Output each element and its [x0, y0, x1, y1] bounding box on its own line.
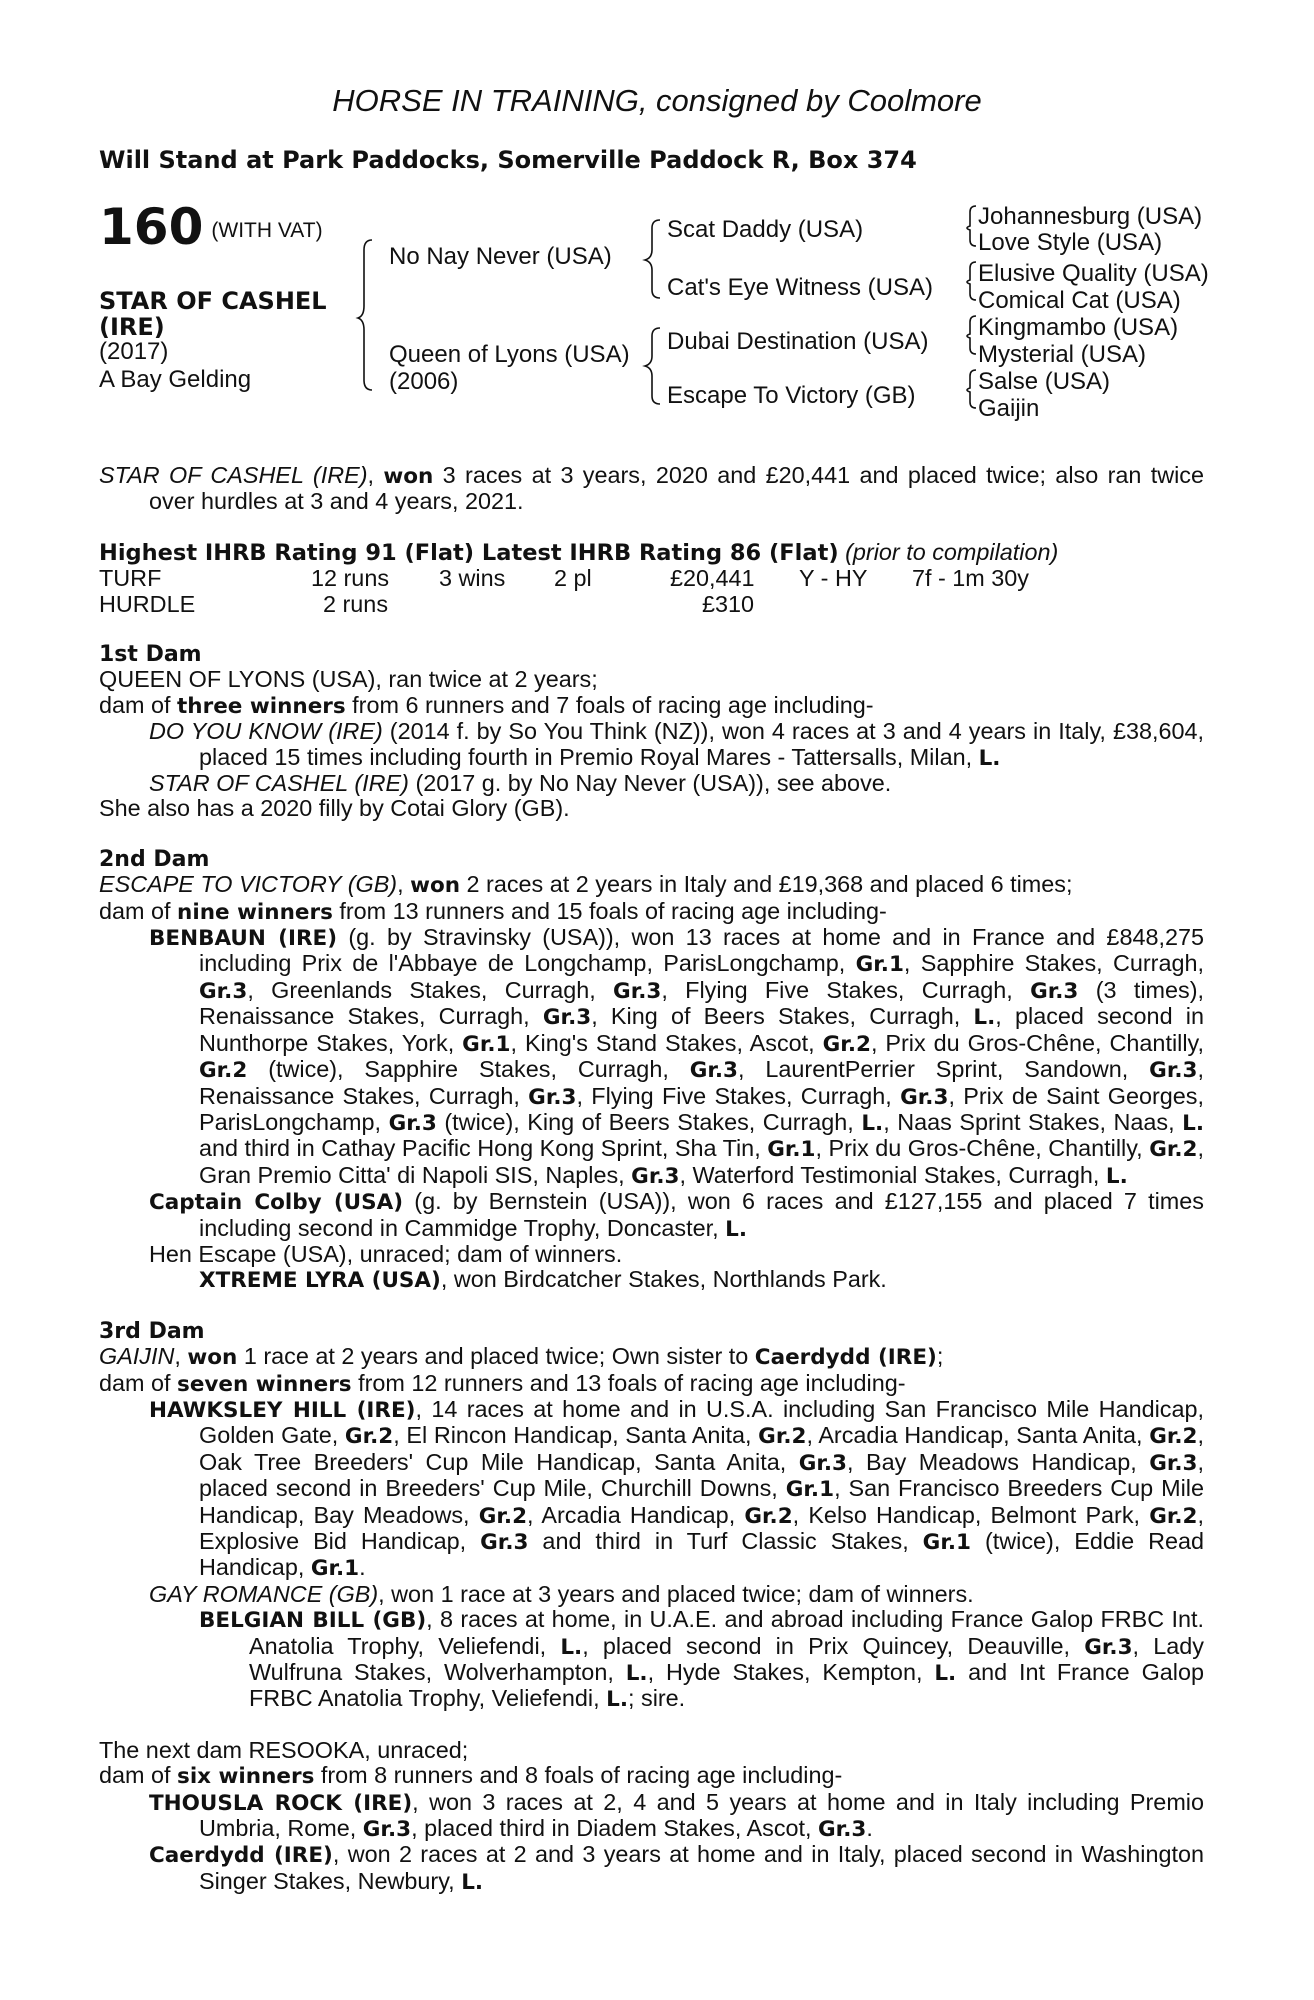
- grand-7: Salse (USA): [978, 368, 1111, 395]
- brace-g12: [967, 206, 976, 246]
- produce-xtreme-lyra: XTREME LYRA (USA), won Birdcatcher Stakes, Northlands Park.: [199, 1266, 887, 1294]
- grand-5: Kingmambo (USA): [978, 314, 1179, 341]
- third-dam-heading: 3rd Dam: [99, 1318, 205, 1344]
- next-dam-produce: dam of six winners from 8 runners and 8 foals of racing age including-: [99, 1762, 843, 1790]
- grand-2: Love Style (USA): [978, 229, 1163, 256]
- grand-1: Johannesburg (USA): [978, 203, 1203, 230]
- next-dam-line: The next dam RESOOKA, unraced;: [99, 1736, 469, 1763]
- brace-dam-side: [645, 328, 660, 404]
- dam-sire: Dubai Destination (USA): [667, 328, 929, 355]
- second-dam-produce: dam of nine winners from 13 runners and 15 foals of racing age including-: [99, 897, 887, 925]
- first-dam-line: QUEEN OF LYONS (USA), ran twice at 2 years;: [99, 666, 598, 693]
- summary-won: won: [383, 464, 434, 489]
- race-summary: STAR OF CASHEL (IRE), won 3 races at 3 years, 2020 and £20,441 and placed twice; also ran twice over hurdles at 3 and 4 years, 2021.: [99, 462, 1205, 515]
- produce-benbaun: BENBAUN (IRE) (g. by Stravinsky (USA)), won 13 races at home and in France and £848,275 including Prix de l'Abbaye de Longchamp, ParisLongchamp, Gr.1, Sapphire Stakes, Curragh, Gr.3, Greenlands Stakes, Curragh, Gr.3, Flying Five Stakes, Curragh, Gr.3 (3 times), Renaissance Stakes, Curragh, Gr.3, King of Beers Stakes, Curragh, L., placed second in Nunthorpe Stakes, York, Gr.1, King's Stand Stakes, Ascot, Gr.2, Prix du Gros-Chêne, Chantilly, Gr.2 (twice), Sapphire Stakes, Curragh, Gr.3, LaurentPerrier Sprint, Sandown, Gr.3, Renaissance Stakes, Curragh, Gr.3, Flying Five Stakes, Curragh, Gr.3, Prix de Saint Georges, ParisLongchamp, Gr.3 (twice), King of Beers Stakes, Curragh, L., Naas Sprint Stakes, Naas, L. and third in Cathay Pacific Hong Kong Sprint, Sha Tin, Gr.1, Prix du Gros-Chêne, Chantilly, Gr.2, Gran Premio Citta' di Napoli SIS, Naples, Gr.3, Waterford Testimonial Stakes, Curragh, L.: [149, 924, 1205, 1189]
- grand-4: Comical Cat (USA): [978, 287, 1181, 314]
- brace-g56: [967, 316, 976, 354]
- grand-8: Gaijin: [978, 395, 1040, 422]
- produce-hen-escape: Hen Escape (USA), unraced; dam of winners.: [149, 1240, 623, 1267]
- lot-number-value: 160: [99, 198, 204, 256]
- stand-location: Will Stand at Park Paddocks, Somerville Paddock R, Box 374: [99, 146, 917, 174]
- brace-sire-side: [645, 220, 660, 298]
- horse-description: A Bay Gelding: [99, 366, 252, 393]
- produce-star-of-cashel: STAR OF CASHEL (IRE) (2017 g. by No Nay Never (USA)), see above.: [149, 770, 892, 797]
- first-dam-heading: 1st Dam: [99, 642, 202, 667]
- grand-3: Elusive Quality (USA): [978, 260, 1209, 287]
- dam: Queen of Lyons (USA): [389, 341, 630, 368]
- sire: No Nay Never (USA): [389, 243, 612, 270]
- produce-do-you-know: DO YOU KNOW (IRE) (2014 f. by So You Think (NZ)), won 4 races at 3 and 4 years in Italy, £38,604, placed 15 times including fourth in Premio Royal Mares - Tattersalls, Milan, L.: [149, 718, 1204, 771]
- vat-note: (WITH VAT): [211, 219, 323, 242]
- catalogue-body: [99, 463, 1204, 1895]
- produce-hawksley-hill: HAWKSLEY HILL (IRE), 14 races at home and in U.S.A. including San Francisco Mile Handicap, Golden Gate, Gr.2, El Rincon Handicap, Santa Anita, Gr.2, Arcadia Handicap, Santa Anita, Gr.2, Oak Tree Breeders' Cup Mile Handicap, Santa Anita, Gr.3, Bay Meadows Handicap, Gr.3, placed second in Breeders' Cup Mile, Churchill Downs, Gr.1, San Francisco Breeders Cup Mile Handicap, Bay Meadows, Gr.2, Arcadia Handicap, Gr.2, Kelso Handicap, Belmont Park, Gr.2, Explosive Bid Handicap, Gr.3 and third in Turf Classic Stakes, Gr.1 (twice), Eddie Read Handicap, Gr.1.: [149, 1395, 1205, 1582]
- grand-6: Mysterial (USA): [978, 341, 1147, 368]
- second-dam-heading: 2nd Dam: [99, 846, 210, 872]
- produce-thousla-rock: THOUSLA ROCK (IRE), won 3 races at 2, 4 and 5 years at home and in Italy including Premio Umbria, Rome, Gr.3, placed third in Diadem Stakes, Ascot, Gr.3.: [149, 1788, 1205, 1843]
- dam-year: (2006): [389, 368, 459, 395]
- ratings-heading: Highest IHRB Rating 91 (Flat) Latest IHRB Rating 86 (Flat) (prior to compilation): [99, 538, 1059, 566]
- summary-horse: STAR OF CASHEL (IRE): [99, 462, 368, 488]
- brace-g78: [967, 370, 976, 408]
- brace-g34: [967, 262, 976, 300]
- ratings-hurdle-row: HURDLE 2 runs £310: [99, 590, 755, 617]
- brace-sire-dam: [358, 240, 372, 390]
- first-dam-produce: dam of three winners from 6 runners and 7 foals of racing age including-: [99, 691, 874, 719]
- third-dam-produce: dam of seven winners from 12 runners and 13 foals of racing age including-: [99, 1369, 906, 1397]
- dam-dam: Escape To Victory (GB): [667, 382, 916, 409]
- horse-year: (2017): [99, 338, 169, 365]
- summary-text: 3 races at 3 years, 2020 and £20,441 and placed twice; also ran twice over hurdles at 3 and 4 years, 2021.: [149, 462, 1205, 515]
- sire-sire: Scat Daddy (USA): [667, 216, 864, 243]
- second-dam-line: ESCAPE TO VICTORY (GB), won 2 races at 2 years in Italy and £19,368 and placed 6 times;: [99, 871, 1073, 899]
- ratings-turf-row: TURF 12 runs 3 wins 2 pl £20,441 Y - HY 7f - 1m 30y: [99, 565, 1029, 592]
- third-dam-line: GAIJIN, won 1 race at 2 years and placed twice; Own sister to Caerdydd (IRE);: [99, 1343, 944, 1371]
- horse-name: STAR OF CASHEL: [99, 287, 327, 315]
- page-title: HORSE IN TRAINING, consigned by Coolmore: [332, 83, 982, 118]
- produce-captain-colby: Captain Colby (USA) (g. by Bernstein (USA)), won 6 races and £127,155 and placed 7 times including second in Cammidge Trophy, Doncaster, L.: [149, 1188, 1205, 1242]
- horse-suffix: (IRE): [99, 313, 165, 341]
- produce-caerdydd: Caerdydd (IRE), won 2 races at 2 and 3 years at home and in Italy, placed second in Washington Singer Stakes, Newbury, L.: [149, 1841, 1204, 1895]
- produce-gay-romance: GAY ROMANCE (GB), won 1 race at 3 years and placed twice; dam of winners.: [149, 1580, 974, 1607]
- first-dam-note: She also has a 2020 filly by Cotai Glory (GB).: [99, 795, 570, 822]
- sire-dam: Cat's Eye Witness (USA): [667, 274, 933, 301]
- produce-belgian-bill: BELGIAN BILL (GB), 8 races at home, in U.A.E. and abroad including France Galop FRBC Int. Anatolia Trophy, Veliefendi, L., placed second in Prix Quincey, Deauville, Gr.3, Lady Wulfruna Stakes, Wolverhampton, L., Hyde Stakes, Kempton, L. and Int France Galop FRBC Anatolia Trophy, Veliefendi, L.; sire.: [199, 1606, 1204, 1713]
